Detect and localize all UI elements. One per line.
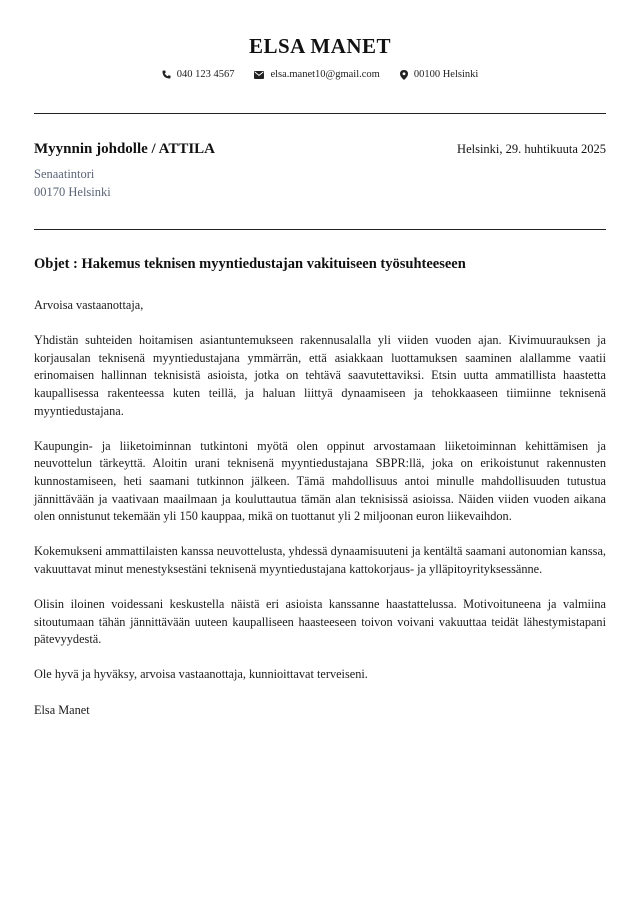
phone-icon xyxy=(162,70,171,79)
contact-location xyxy=(400,69,478,80)
recipient-city: 00170 Helsinki xyxy=(34,185,111,199)
letter-paragraph: Yhdistän suhteiden hoitamisen asiantuntemukseen rakennusalalla yli viiden vuoden ajan. Kivimuurauksen ja korjausalan teknisenä myyntiedustajana ymmärrän, että asiakkaan luottamuksen saaminen alallamme vaatii erinomaisen hallinnan teknisistä asioista, jotka on tehtävä saavutettaviksi. Etsin uutta ammatillista haastetta kaupallisessa rakenteessa kuten teillä, ja haluan liittyä dynaamiseen ja tehokkaaseen tiimiinne teknisenä myyntiedustajana. xyxy=(34,333,606,418)
letter-date: Helsinki, 29. huhtikuuta 2025 xyxy=(457,142,606,156)
applicant-name: ELSA MANET xyxy=(248,34,392,58)
letter-paragraph: Kaupungin- ja liiketoiminnan tutkintoni myötä olen oppinut arvostamaan liiketoiminnan kehittämisen ja neuvottelun tärkeyttä. Aloitin urani teknisenä myyntiedustajana SBPR:llä, joka on erikoistunut rakennusten kunnostamiseen, heti saamani tutkinnon jälkeen. Tämä mahdollisuus antoi minulle mahdollisuuden tutustua jännittävään ja vaativaan maailmaan ja kouluttautua tämän alan teknisissä asioissa. Näiden viiden vuoden aikana olen onnistunut tekemään yli 150 kauppaa, mikä on tuottanut yli 2 miljoonan euron liikevaihdon. xyxy=(34,438,606,524)
recipient-title: Myynnin johdolle / ATTILA xyxy=(34,141,216,157)
contact-phone xyxy=(162,69,235,80)
letter-greeting: Arvoisa vastaanottaja, xyxy=(34,298,144,312)
letter-paragraph: Olisin iloinen voidessani keskustella näistä eri asioista kanssanne haastattelussa. Motivoituneena ja valmiina sitoutumaan tähän jännittävään uuteen kaupalliseen haasteeseen toivon voivani vakuuttaa teidät lähestymistapani pätevyydestä. xyxy=(34,597,606,647)
address-divider xyxy=(34,229,606,230)
envelope-icon xyxy=(254,71,264,79)
location-text: 00100 Helsinki xyxy=(413,69,479,80)
letter-signature: Elsa Manet xyxy=(34,702,90,717)
letter-closing: Ole hyvä ja hyväksy, arvoisa vastaanottaja, kunnioittavat terveiseni. xyxy=(34,667,368,682)
contact-bar xyxy=(0,69,640,80)
letter-subject: Objet : Hakemus teknisen myyntiedustajan vakituiseen työsuhteeseen xyxy=(34,256,466,272)
letter-paragraph: Kokemukseni ammattilaisten kanssa neuvottelusta, yhdessä dynaamisuuteni ja kentältä saamani autonomian kanssa, vakuuttavat minut menestyksestäni teknisenä myyntiedustajana kattokorjaus- ja ylläpitoyrityksessänne. xyxy=(34,544,606,576)
phone-text: 040 123 4567 xyxy=(176,69,235,80)
letter-body xyxy=(34,297,606,737)
email-text: elsa.manet10@gmail.com xyxy=(270,69,380,80)
header-divider xyxy=(34,113,606,114)
location-pin-icon xyxy=(400,70,408,80)
recipient-street: Senaatintori xyxy=(34,167,95,181)
contact-email xyxy=(254,69,379,80)
